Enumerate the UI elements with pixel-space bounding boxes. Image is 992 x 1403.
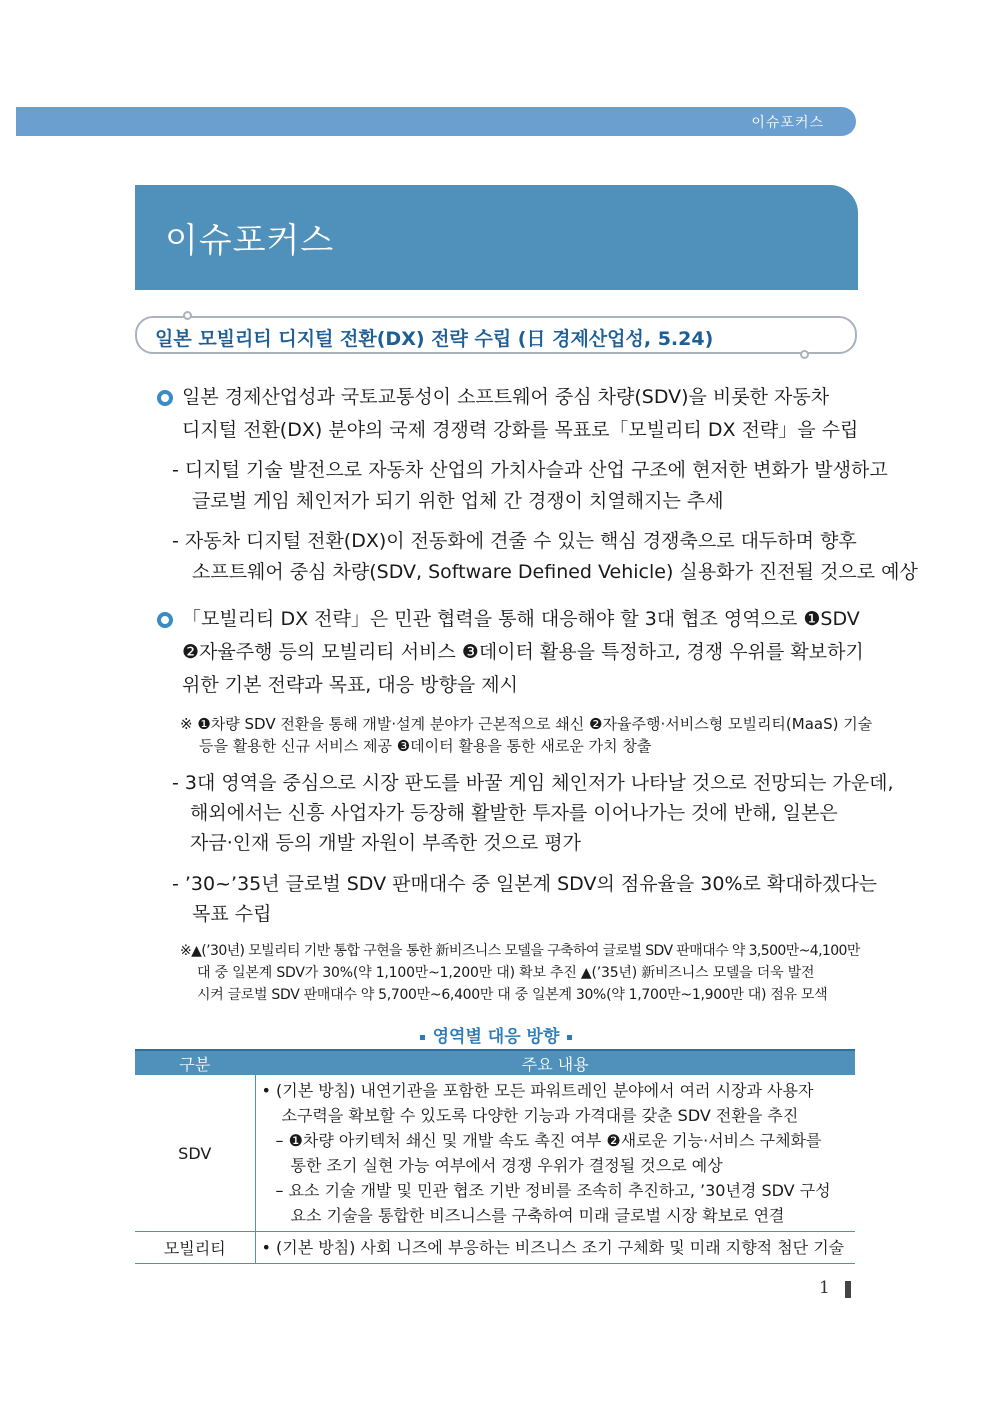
article-title-frame: [135, 316, 857, 354]
caption-square-icon: [420, 1035, 425, 1040]
row-category: SDV: [135, 1075, 255, 1232]
frame-dot-right: [800, 350, 809, 359]
dash-4-line-1: - ’30~’35년 글로벌 SDV 판매대수 중 일본계 SDV의 점유율을 30%로 확대하겠다는: [172, 873, 878, 895]
cell-line: • (기본 방침) 사회 니즈에 부응하는 비즈니스 조기 구체화 및 미래 지향적 첨단 기술: [261, 1238, 845, 1257]
dash-2-line-1: - 자동차 디지털 전환(DX)이 전동화에 견줄 수 있는 핵심 경쟁축으로 대두하며 향후: [172, 530, 857, 552]
header-bar: [16, 107, 856, 136]
circle-bullet-icon: [157, 612, 173, 628]
page-marker: [845, 1281, 851, 1298]
circle-bullet-icon: [157, 390, 173, 406]
note-1-line-1: ※ ❶차량 SDV 전환을 통해 개발·설계 분야가 근본적으로 쇄신 ❷자율주행·서비스형 모빌리티(MaaS) 기술: [180, 715, 873, 733]
bullet-1-line-2: 디지털 전환(DX) 분야의 국제 경쟁력 강화를 목표로「모빌리티 DX 전략」을 수립: [182, 419, 859, 441]
dash-1-line-1: - 디지털 기술 발전으로 자동차 산업의 가치사슬과 산업 구조에 현저한 변화가 발생하고: [172, 459, 888, 481]
page-number: 1: [819, 1278, 830, 1298]
section-title: 이슈포커스: [165, 221, 335, 261]
note-2-line-2: 대 중 일본계 SDV가 30%(약 1,100만~1,200만 대) 확보 추진 ▲(’35년) 新비즈니스 모델을 더욱 발전: [197, 965, 815, 981]
cell-line: 소구력을 확보할 수 있도록 다양한 기능과 가격대를 갖춘 SDV 전환을 추진: [281, 1106, 799, 1125]
dash-3-line-1: - 3대 영역을 중심으로 시장 판도를 바꿀 게임 체인저가 나타날 것으로 전망되는 가운데,: [172, 772, 894, 794]
cell-line: – 요소 기술 개발 및 민관 협조 기반 정비를 조속히 추진하고, ’30년경 SDV 구성: [275, 1181, 831, 1200]
row-content: [255, 1075, 855, 1232]
cell-line: – ❶차량 아키텍처 쇄신 및 개발 속도 촉진 여부 ❷새로운 기능·서비스 구체화를: [275, 1131, 822, 1150]
header-category: 구분: [135, 1050, 255, 1075]
cell-line: 통한 조기 실현 가능 여부에서 경쟁 우위가 결정될 것으로 예상: [290, 1156, 723, 1175]
dash-1-line-2: 글로벌 게임 체인저가 되기 위한 업체 간 경쟁이 치열해지는 추세: [192, 490, 724, 512]
frame-dot-left: [183, 311, 192, 320]
strategy-table: [135, 1049, 855, 1264]
header-tag: 이슈포커스: [751, 115, 824, 131]
dash-4-line-2: 목표 수립: [192, 903, 272, 925]
table-row: [135, 1075, 855, 1232]
table-row: [135, 1232, 855, 1264]
note-1-line-2: 등을 활용한 신규 서비스 제공 ❸데이터 활용을 통한 새로운 가치 창출: [199, 737, 652, 755]
bullet-2-line-2: ❷자율주행 등의 모빌리티 서비스 ❸데이터 활용을 특정하고, 경쟁 우위를 확보하기: [182, 641, 864, 663]
cell-line: 요소 기술을 통합한 비즈니스를 구축하여 미래 글로벌 시장 확보로 연결: [290, 1206, 785, 1225]
bullet-1-line-1: 일본 경제산업성과 국토교통성이 소프트웨어 중심 차량(SDV)을 비롯한 자동차: [182, 386, 830, 408]
bullet-2-line-3: 위한 기본 전략과 목표, 대응 방향을 제시: [182, 674, 518, 696]
section-header: [135, 185, 858, 290]
dash-3-line-2: 해외에서는 신흥 사업자가 등장해 활발한 투자를 이어나가는 것에 반해, 일본은: [190, 802, 838, 824]
row-category: 모빌리티: [135, 1232, 255, 1264]
article-title: 일본 모빌리티 디지털 전환(DX) 전략 수립 (日 경제산업성, 5.24): [155, 328, 714, 350]
table-caption-text: 영역별 대응 방향: [432, 1027, 560, 1047]
table-header-row: [135, 1050, 855, 1075]
table-caption: [0, 1022, 992, 1047]
cell-line: • (기본 방침) 내연기관을 포함한 모든 파워트레인 분야에서 여러 시장과 사용자: [261, 1081, 814, 1100]
bullet-2-line-1: 「모빌리티 DX 전략」은 민관 협력을 통해 대응해야 할 3대 협조 영역으로 ❶SDV: [182, 608, 860, 630]
dash-3-line-3: 자금·인재 등의 개발 자원이 부족한 것으로 평가: [190, 832, 582, 854]
note-2-line-3: 시켜 글로벌 SDV 판매대수 약 5,700만~6,400만 대 중 일본계 30%(약 1,700만~1,900만 대) 점유 모색: [197, 987, 828, 1003]
row-content: [255, 1232, 855, 1264]
note-2-line-1: ※▲(’30년) 모빌리티 기반 통합 구현을 통한 新비즈니스 모델을 구축하여 글로벌 SDV 판매대수 약 3,500만~4,100만: [180, 943, 860, 959]
header-content: 주요 내용: [255, 1050, 855, 1075]
caption-square-icon: [567, 1035, 572, 1040]
dash-2-line-2: 소프트웨어 중심 차량(SDV, Software Defined Vehicle) 실용화가 진전될 것으로 예상: [192, 561, 918, 583]
